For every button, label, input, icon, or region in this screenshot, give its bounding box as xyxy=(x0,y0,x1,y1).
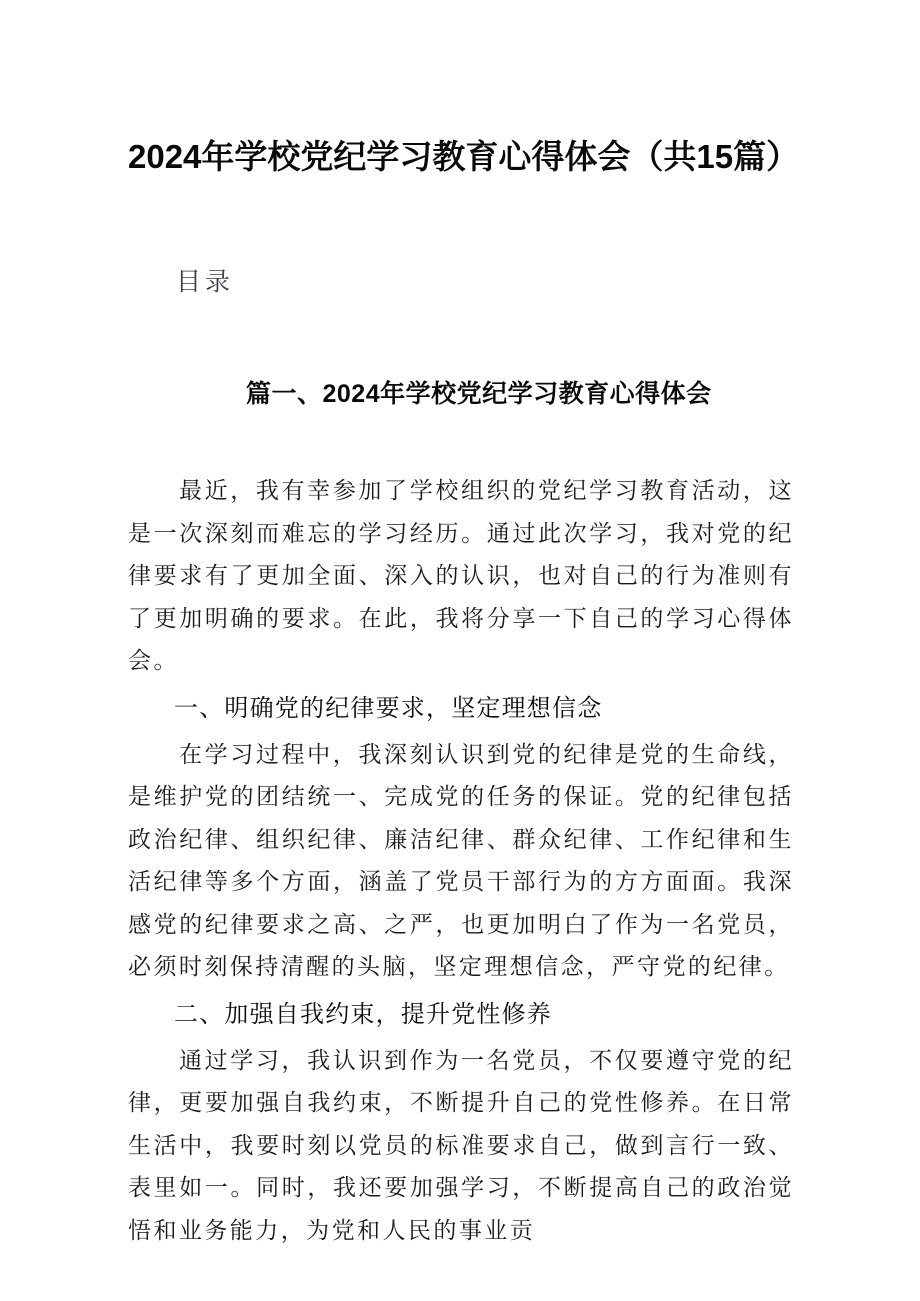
body-paragraph: 在学习过程中，我深刻认识到党的纪律是党的生命线，是维护党的团结统一、完成党的任务的保证。党的纪律包括政治纪律、组织纪律、廉洁纪律、群众纪律、工作纪律和生活纪律等多个方面，涵盖了党员干部行为的方方面面。我深感党的纪律要求之高、之严，也更加明白了作为一名党员，必须时刻保持清醒的头脑，坚定理想信念，严守党的纪律。 xyxy=(128,741,794,979)
section-heading-pian-yi: 篇一、2024年学校党纪学习教育心得体会 xyxy=(246,380,712,408)
document-body xyxy=(128,470,794,1252)
body-paragraph: 通过学习，我认识到作为一名党员，不仅要遵守党的纪律，更要加强自我约束，不断提升自己的党性修养。在日常生活中，我要时刻以党员的标准要求自己，做到言行一致、表里如一。同时，我还要加强学习，不断提高自己的政治觉悟和业务能力，为党和人民的事业贡 xyxy=(128,1047,794,1243)
table-of-contents-label: 目录 xyxy=(176,269,235,296)
sub-heading: 二、加强自我约束，提升党性修养 xyxy=(174,1000,552,1028)
sub-heading: 一、明确党的纪律要求，坚定理想信念 xyxy=(174,694,603,722)
body-paragraph: 最近，我有幸参加了学校组织的党纪学习教育活动，这是一次深刻而难忘的学习经历。通过此次学习，我对党的纪律要求有了更加全面、深入的认识，也对自己的行为准则有了更加明确的要求。在此，我将分享一下自己的学习心得体会。 xyxy=(128,478,794,673)
page-title: 2024年学校党纪学习教育心得体会（共15篇） xyxy=(128,138,800,175)
